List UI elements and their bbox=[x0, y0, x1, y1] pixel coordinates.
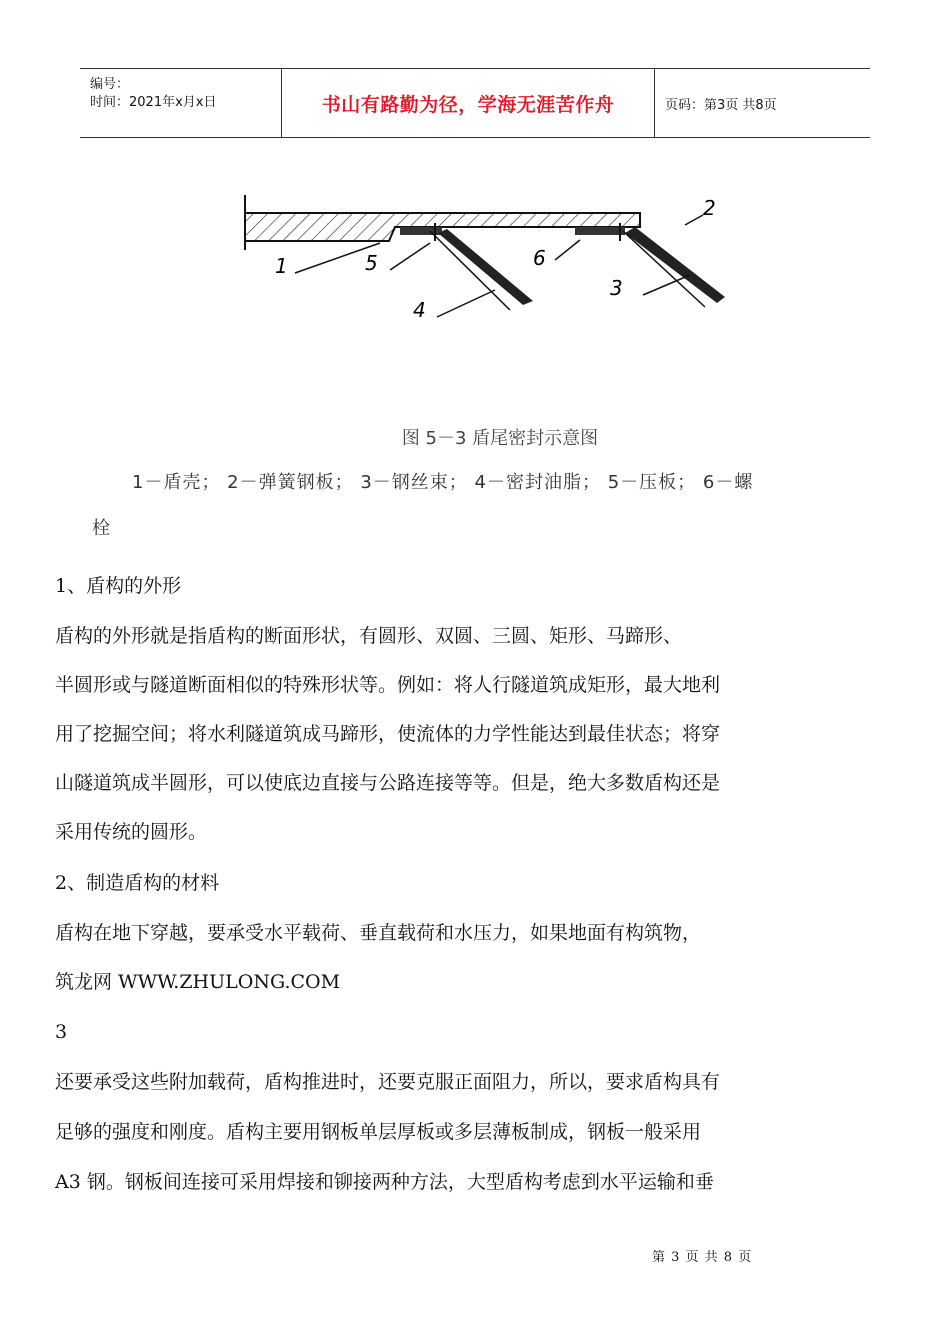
body-line: 盾构在地下穿越，要承受水平载荷、垂直载荷和水压力，如果地面有构筑物， bbox=[55, 922, 702, 944]
body-line: A3 钢。钢板间连接可采用焊接和铆接两种方法，大型盾构考虑到水平运输和垂 bbox=[55, 1171, 714, 1193]
fig-label-6: 6 bbox=[533, 246, 546, 270]
leader-5 bbox=[390, 243, 430, 270]
watermark-line: 筑龙网 WWW.ZHULONG.COM bbox=[55, 971, 341, 993]
section-heading-2: 2、制造盾构的材料 bbox=[55, 872, 220, 894]
fig-label-2: 2 bbox=[703, 196, 716, 220]
body-line: 还要承受这些附加载荷，盾构推进时，还要克服正面阻力，所以，要求盾构具有 bbox=[55, 1071, 721, 1093]
body-line: 采用传统的圆形。 bbox=[55, 821, 208, 843]
body-line: 足够的强度和刚度。盾构主要用钢板单层厚板或多层薄板制成，钢板一般采用 bbox=[55, 1121, 702, 1143]
wire-brush-right bbox=[625, 227, 725, 303]
page-header bbox=[80, 68, 870, 138]
body-line: 用了挖掘空间；将水利隧道筑成马蹄形，使流体的力学性能达到最佳状态；将穿 bbox=[55, 723, 721, 745]
body-line: 山隧道筑成半圆形，可以使底边直接与公路连接等等。但是，绝大多数盾构还是 bbox=[55, 772, 721, 794]
header-motto-cell bbox=[281, 69, 655, 137]
page-footer: 第 3 页 共 8 页 bbox=[652, 1250, 753, 1265]
header-meta bbox=[80, 69, 280, 137]
figure-caption: 图 5－3 盾尾密封示意图 bbox=[401, 428, 599, 449]
leader-2 bbox=[685, 215, 703, 225]
section-heading-1: 1、盾构的外形 bbox=[55, 575, 182, 597]
leader-6 bbox=[555, 240, 580, 260]
body-line: 盾构的外形就是指盾构的断面形状，有圆形、双圆、三圆、矩形、马蹄形、 bbox=[55, 625, 683, 647]
figure-legend-continued: 栓 bbox=[92, 518, 110, 539]
shield-tail-seal-figure bbox=[225, 185, 745, 335]
header-motto: 书山有路勤为径，学海无涯苦作舟 bbox=[321, 93, 615, 116]
leader-4 bbox=[437, 290, 495, 317]
fig-label-1: 1 bbox=[275, 254, 288, 278]
fig-label-3: 3 bbox=[610, 276, 623, 300]
header-number: 编号： bbox=[90, 77, 130, 92]
fig-label-5: 5 bbox=[365, 251, 378, 275]
header-time: 时间：2021年x月x日 bbox=[90, 95, 217, 110]
header-page-info: 页码：第3页 共8页 bbox=[665, 97, 777, 113]
fig-label-4: 4 bbox=[413, 298, 426, 322]
header-page-cell bbox=[655, 69, 870, 137]
spring-plate-right bbox=[623, 231, 705, 307]
page-number-line: 3 bbox=[55, 1021, 68, 1043]
pressure-plate-right bbox=[575, 227, 625, 235]
figure-legend: 1－盾壳； 2－弹簧钢板； 3－钢丝束； 4－密封油脂； 5－压板； 6－螺 bbox=[132, 472, 754, 493]
body-line: 半圆形或与隧道断面相似的特殊形状等。例如：将人行隧道筑成矩形，最大地利 bbox=[55, 674, 721, 696]
spring-plate-left bbox=[430, 231, 510, 310]
leader-3 bbox=[643, 275, 690, 295]
